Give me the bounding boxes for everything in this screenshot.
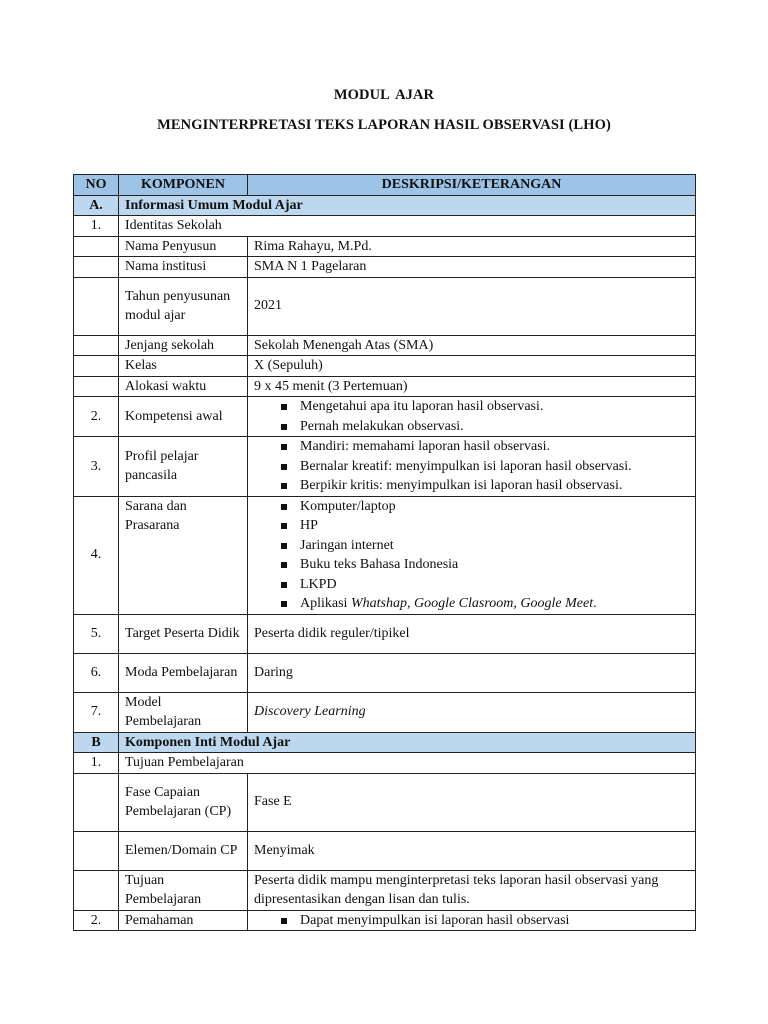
table-row (74, 692, 696, 732)
empty-cell (74, 870, 119, 910)
field-label: Kelas (119, 356, 248, 377)
empty-cell (74, 831, 119, 870)
list-item: Mandiri: memahami laporan hasil observasi. (300, 437, 689, 457)
list-item: Berpikir kritis: menyimpulkan isi laporan hasil observasi. (300, 476, 689, 496)
field-label: Nama institusi (119, 257, 248, 278)
empty-cell (74, 376, 119, 397)
row-bullets (248, 496, 696, 614)
table-row (74, 773, 696, 831)
row-label: Kompetensi awal (119, 397, 248, 437)
bullet-list (254, 397, 689, 436)
row-no: 5. (74, 614, 119, 653)
row-no: 1. (74, 216, 119, 237)
row-bullets (248, 910, 696, 931)
row-label: Model Pembelajaran (119, 692, 248, 732)
field-value: SMA N 1 Pagelaran (248, 257, 696, 278)
field-value: Sekolah Menengah Atas (SMA) (248, 335, 696, 356)
empty-cell (74, 335, 119, 356)
row-label: Identitas Sekolah (119, 216, 696, 237)
table-row (74, 356, 696, 377)
table-row (74, 614, 696, 653)
list-item: LKPD (300, 575, 689, 595)
field-value: Menyimak (248, 831, 696, 870)
section-a-row (74, 195, 696, 216)
field-value: Peserta didik mampu menginterpretasi teks laporan hasil observasi yang dipresentasikan dengan lisan dan tulis. (248, 870, 696, 910)
app-name: Google Clasroom (413, 596, 514, 611)
row-bullets (248, 397, 696, 437)
empty-cell (74, 356, 119, 377)
field-value: 2021 (248, 277, 696, 335)
list-item: Mengetahui apa itu laporan hasil observasi. (300, 397, 689, 417)
field-label: Alokasi waktu (119, 376, 248, 397)
list-item: Bernalar kreatif: menyimpulkan isi laporan hasil observasi. (300, 457, 689, 477)
section-a-label: Informasi Umum Modul Ajar (119, 195, 696, 216)
empty-cell (74, 236, 119, 257)
header-deskripsi: DESKRIPSI/KETERANGAN (248, 175, 696, 196)
document-title: MODUL AJAR (333, 87, 435, 103)
field-label: Nama Penyusun (119, 236, 248, 257)
list-item: Jaringan internet (300, 536, 689, 556)
table-row (74, 910, 696, 931)
row-label: Pemahaman (119, 910, 248, 931)
row-no: 3. (74, 437, 119, 497)
row-label: Moda Pembelajaran (119, 653, 248, 692)
row-no: 1. (74, 753, 119, 774)
row-label: Profil pelajar pancasila (119, 437, 248, 497)
row-value: Daring (248, 653, 696, 692)
list-item: Buku teks Bahasa Indonesia (300, 555, 689, 575)
list-item: Dapat menyimpulkan isi laporan hasil observasi (300, 911, 689, 931)
header-no: NO (74, 175, 119, 196)
table-row (74, 653, 696, 692)
field-value: Rima Rahayu, M.Pd. (248, 236, 696, 257)
row-no: 6. (74, 653, 119, 692)
section-b-row (74, 732, 696, 753)
document-subtitle: MENGINTERPRETASI TEKS LAPORAN HASIL OBSERVASI (LHO) (157, 117, 611, 133)
separator: , (406, 596, 414, 611)
table-row (74, 277, 696, 335)
list-item: HP (300, 516, 689, 536)
empty-cell (74, 277, 119, 335)
row-no: 4. (74, 496, 119, 614)
table-row (74, 236, 696, 257)
row-no: 2. (74, 397, 119, 437)
table-row (74, 397, 696, 437)
table-row (74, 753, 696, 774)
separator: , (513, 596, 521, 611)
field-value: Fase E (248, 773, 696, 831)
table-row (74, 376, 696, 397)
row-label: Target Peserta Didik (119, 614, 248, 653)
section-a-no: A. (74, 195, 119, 216)
list-item: Pernah melakukan observasi. (300, 417, 689, 437)
field-label: Fase Capaian Pembelajaran (CP) (119, 773, 248, 831)
field-label: Tahun penyusunan modul ajar (119, 277, 248, 335)
row-bullets (248, 437, 696, 497)
row-value: Peserta didik reguler/tipikel (248, 614, 696, 653)
list-item-apps (300, 594, 689, 614)
field-label: Elemen/Domain CP (119, 831, 248, 870)
table-row (74, 870, 696, 910)
field-value: 9 x 45 menit (3 Pertemuan) (248, 376, 696, 397)
table-row (74, 216, 696, 237)
app-name: Whatshap (350, 596, 407, 611)
field-label: Jenjang sekolah (119, 335, 248, 356)
row-no: 7. (74, 692, 119, 732)
row-no: 2. (74, 910, 119, 931)
end-period: . (593, 596, 597, 611)
empty-cell (74, 773, 119, 831)
table-row (74, 335, 696, 356)
field-label: Tujuan Pembelajaran (119, 870, 248, 910)
table-row (74, 496, 696, 614)
list-item: Komputer/laptop (300, 497, 689, 517)
bullet-list (254, 437, 689, 496)
row-label: Sarana dan Prasarana (119, 496, 248, 614)
modul-table (73, 174, 696, 931)
field-value: X (Sepuluh) (248, 356, 696, 377)
section-b-label: Komponen Inti Modul Ajar (119, 732, 696, 753)
table-row (74, 437, 696, 497)
table-header-row (74, 175, 696, 196)
bullet-list (254, 497, 689, 614)
bullet-list (254, 911, 689, 931)
row-label: Tujuan Pembelajaran (119, 753, 696, 774)
header-komponen: KOMPONEN (119, 175, 248, 196)
row-value: Discovery Learning (248, 692, 696, 732)
apps-prefix: Aplikasi (300, 596, 351, 611)
table-row (74, 257, 696, 278)
table-row (74, 831, 696, 870)
empty-cell (74, 257, 119, 278)
app-name: Google Meet (520, 596, 594, 611)
section-b-no: B (74, 732, 119, 753)
